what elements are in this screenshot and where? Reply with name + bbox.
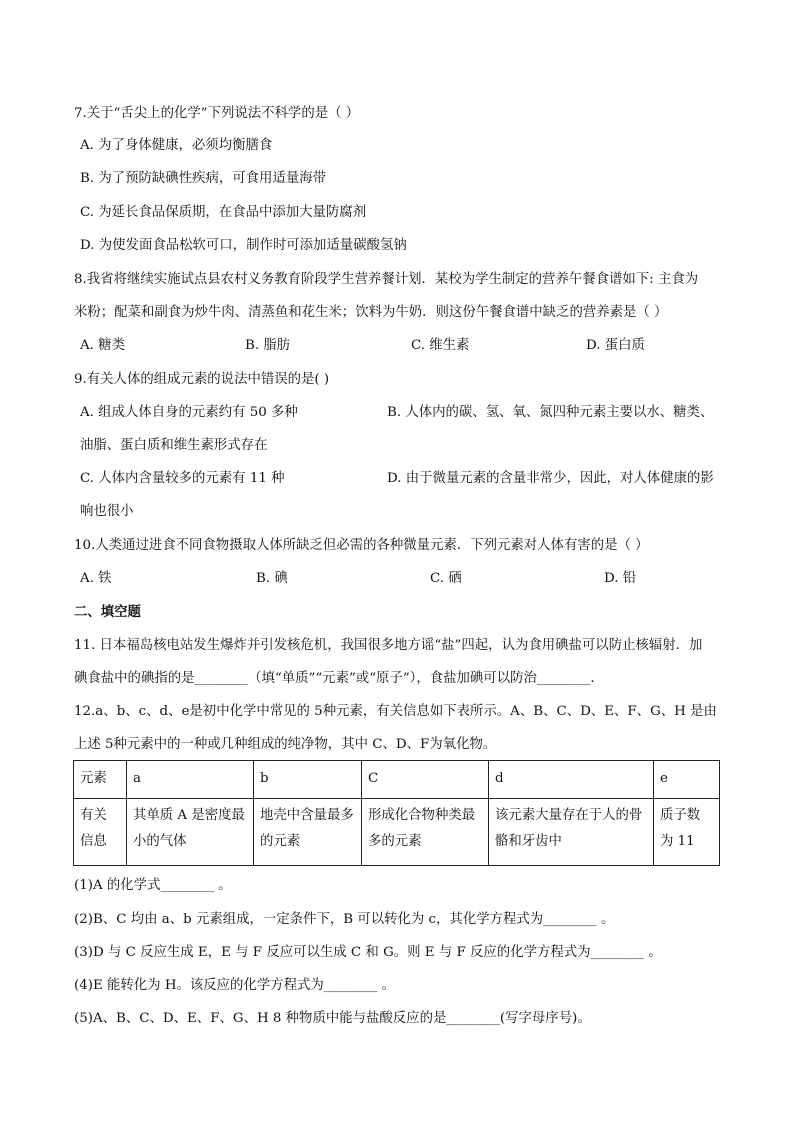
q9-option-b-line2: 油脂、蛋白质和维生素形式存在 — [80, 438, 268, 453]
q10-option-c: C. 硒 — [430, 571, 462, 586]
q12-sub-2: (2)B、C 均由 a、b 元素组成，一定条件下，B 可以转化为 c，其化学方程式为________ 。 — [74, 912, 615, 927]
table-header-cell: 元素 — [74, 761, 127, 799]
table-cell: 该元素大量存在于人的骨骼和牙齿中 — [489, 799, 654, 866]
element-info-table — [73, 760, 720, 866]
q7-option-c: C. 为延长食品保质期，在食品中添加大量防腐剂 — [80, 205, 367, 220]
table-header-cell: C — [362, 761, 489, 799]
q12-line2: 上述 5种元素中的一种或几种组成的纯净物，其中 C、D、F为氧化物。 — [74, 737, 497, 752]
section-title-fill-in: 二、填空题 — [74, 605, 141, 620]
table-row — [74, 799, 720, 866]
table-header-cell: d — [489, 761, 654, 799]
table-row-label: 有关信息 — [74, 799, 127, 866]
table-cell: 其单质 A 是密度最小的气体 — [127, 799, 254, 866]
q8-stem-line2: 米粉；配菜和副食为炒牛肉、清蒸鱼和花生米；饮料为牛奶．则这份午餐食谱中缺乏的营养素是（ ） — [74, 305, 668, 320]
q7-option-a: A. 为了身体健康，必须均衡膳食 — [80, 138, 273, 153]
q9-option-d-line2: 响也很小 — [80, 504, 134, 519]
q12-sub-4: (4)E 能转化为 H。该反应的化学方程式为________ 。 — [74, 978, 396, 993]
table-cell: 形成化合物种类最多的元素 — [362, 799, 489, 866]
q7-stem: 7.关于“舌尖上的化学”下列说法不科学的是（ ） — [74, 106, 360, 121]
q9-option-b-line1: B. 人体内的碳、氢、氧、氮四种元素主要以水、糖类、 — [387, 405, 714, 420]
table-header-cell: e — [654, 761, 720, 799]
q10-option-b: B. 碘 — [256, 571, 288, 586]
q8-option-b: B. 脂肪 — [245, 338, 291, 353]
q12-sub-5: (5)A、B、C、D、E、F、G、H 8 种物质中能与盐酸反应的是________(写字母序号)。 — [74, 1011, 591, 1026]
table-cell: 地壳中含量最多的元素 — [254, 799, 362, 866]
q10-option-d: D. 铅 — [604, 571, 637, 586]
q11-line2: 碘食盐中的碘指的是________（填“单质”“元素”或“原子”），食盐加碘可以防治________． — [74, 671, 604, 686]
q11-line1: 11. 日本福岛核电站发生爆炸并引发核危机，我国很多地方谣“盐”四起，认为食用碘盐可以防止核辐射．加 — [74, 638, 703, 653]
q7-option-b: B. 为了预防缺碘性疾病，可食用适量海带 — [80, 171, 326, 186]
q12-sub-1: (1)A 的化学式________ 。 — [74, 878, 232, 893]
q8-stem-line1: 8.我省将继续实施试点县农村义务教育阶段学生营养餐计划．某校为学生制定的营养午餐食谱如下: 主食为 — [74, 272, 699, 287]
q7-option-d: D. 为使发面食品松软可口，制作时可添加适量碳酸氢钠 — [80, 238, 407, 253]
q10-stem: 10.人类通过进食不同食物摄取人体所缺乏但必需的各种微量元素．下列元素对人体有害的是（ ） — [74, 538, 649, 553]
q9-option-a: A. 组成人体自身的元素约有 50 多种 — [80, 405, 298, 420]
table-header-cell: a — [127, 761, 254, 799]
q12-sub-3: (3)D 与 C 反应生成 E，E 与 F 反应可以生成 C 和 G。则 E 与 F 反应的化学方程式为________ 。 — [74, 945, 662, 960]
table-cell: 质子数为 11 — [654, 799, 720, 866]
q8-option-c: C. 维生素 — [411, 338, 470, 353]
table-header-row — [74, 761, 720, 799]
q9-stem: 9.有关人体的组成元素的说法中错误的是( ) — [74, 372, 330, 387]
q10-option-a: A. 铁 — [80, 571, 112, 586]
q8-option-a: A. 糖类 — [80, 338, 125, 353]
q9-option-d-line1: D. 由于微量元素的含量非常少，因此，对人体健康的影 — [387, 471, 714, 486]
q12-line1: 12.a、b、c、d、e是初中化学中常见的 5种元素，有关信息如下表所示。A、B、C、D、E、F、G、H 是由 — [74, 704, 717, 719]
q8-option-d: D. 蛋白质 — [586, 338, 645, 353]
table-header-cell: b — [254, 761, 362, 799]
q9-option-c: C. 人体内含量较多的元素有 11 种 — [80, 471, 285, 486]
